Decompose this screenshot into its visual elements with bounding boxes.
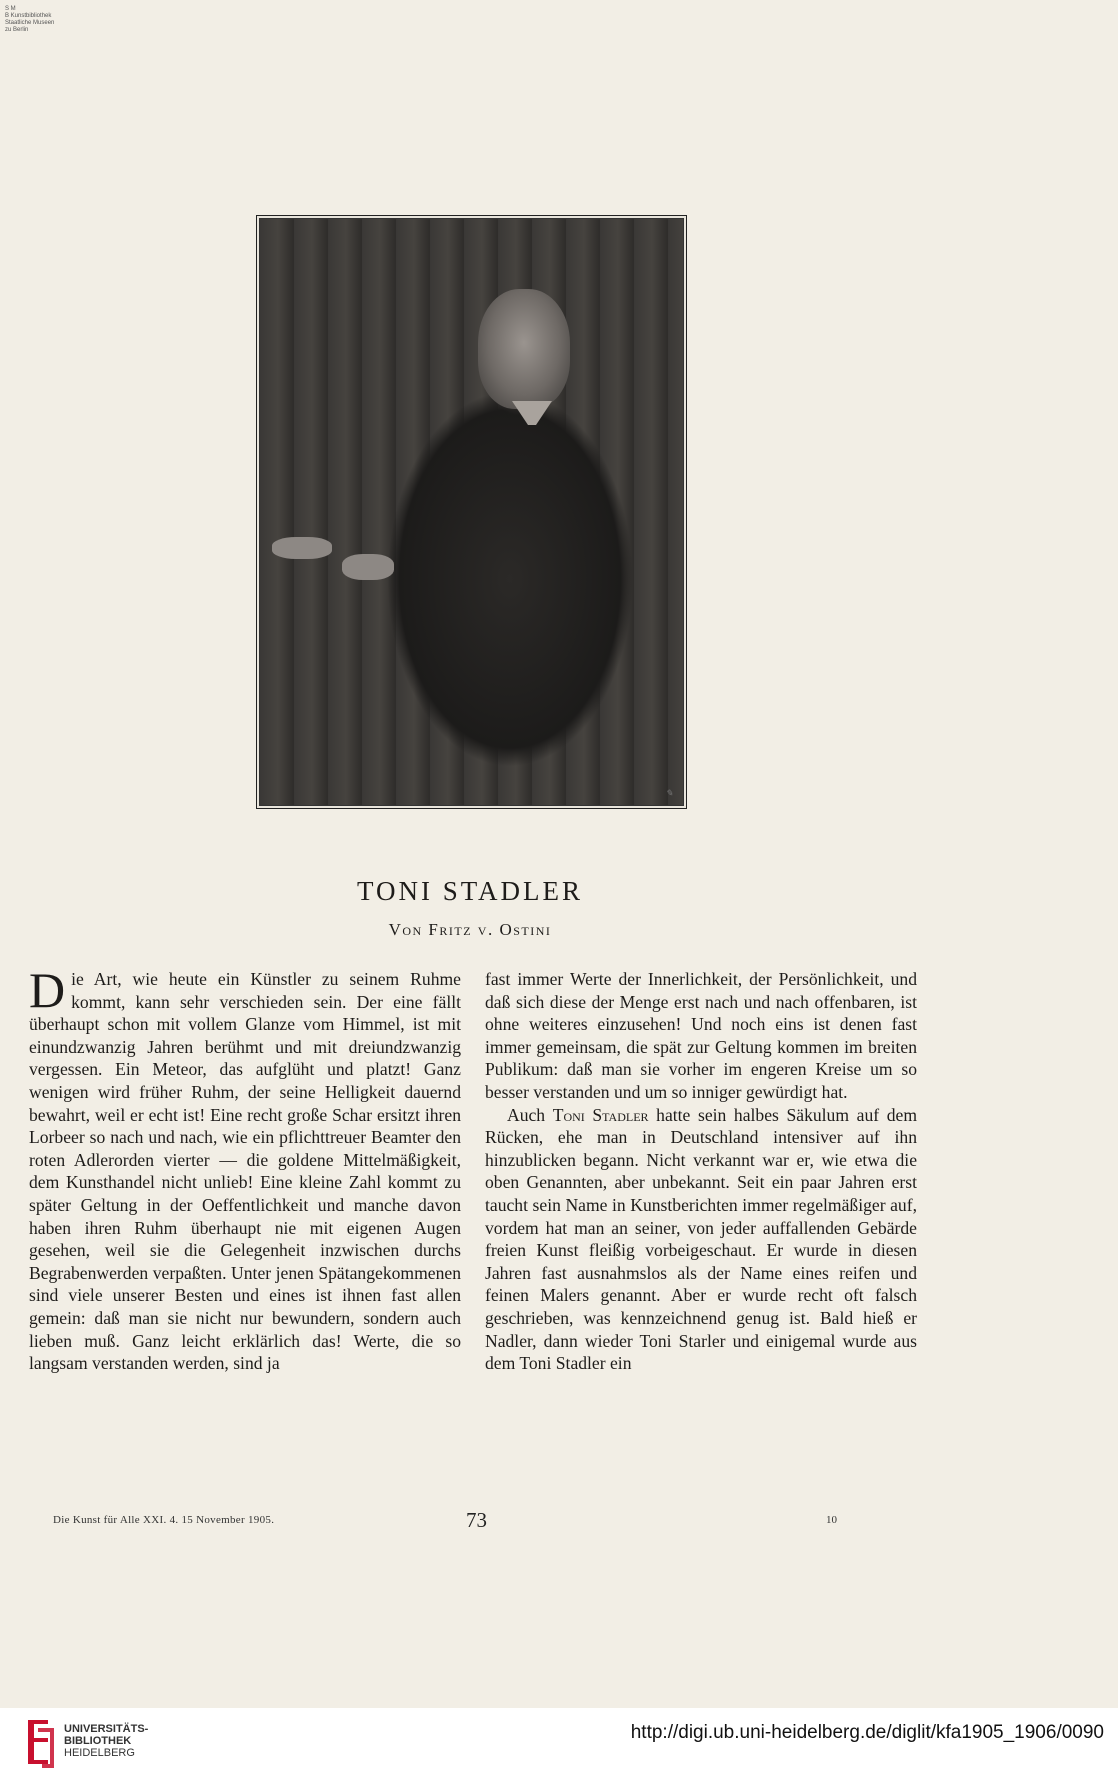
text-column-left xyxy=(29,962,461,1375)
stamp-line: B Kunstbibliothek xyxy=(5,13,52,19)
permalink-url[interactable]: http://digi.ub.uni-heidelberg.de/diglit/kfa1905_1906/0090 xyxy=(630,1722,1104,1743)
stamp-line: Staatliche Museen xyxy=(5,20,55,26)
article-title: TONI STADLER xyxy=(356,876,584,906)
paragraph xyxy=(485,1104,917,1375)
university-library-logo-icon xyxy=(22,1714,58,1774)
stamp-line: zu Berlin xyxy=(5,27,29,33)
artist-name: Toni Stadler xyxy=(552,1104,649,1125)
paragraph: fast immer Werte der Innerlichkeit, der Persönlichkeit, und daß sich diese der Menge erst nach und nach offenbaren, ist ohne weiteres einzusehen! Und noch eins ist denen fast immer gemeinsam, die spät zur Geltung kommen im breiten Publikum: daß man sie vorher im engeren Kreise um so besser verstanden und um so inniger gewürdigt hat. xyxy=(485,969,917,1102)
portrait-hand-right xyxy=(342,554,394,580)
page-number: 73 xyxy=(466,1508,487,1532)
portrait-hand-left xyxy=(272,537,332,559)
library-name-line: BIBLIOTHEK xyxy=(64,1735,132,1747)
text-column-right xyxy=(485,968,917,1375)
portrait-photo xyxy=(259,218,684,806)
stamp-line: S M xyxy=(5,6,16,12)
university-library-name xyxy=(64,1723,148,1759)
footer-journal: Die Kunst für Alle XXI. 4. 15 November 1905. xyxy=(53,1514,275,1526)
paragraph-text: Auch xyxy=(507,1104,553,1125)
portrait-collar xyxy=(512,401,552,425)
portrait-photo-frame xyxy=(256,215,687,809)
article-byline: Von Fritz v. Ostini xyxy=(388,920,552,939)
library-footer-bar xyxy=(0,1708,1118,1785)
paragraph xyxy=(29,962,461,1375)
library-stamp xyxy=(5,6,54,34)
paragraph-text: hatte sein halbes Säkulum auf dem Rücken, ehe man in Deutschland intensiver auf ihn hinzublicken begann. Nicht verkannt war er, wie etwa die oben Genannten, aber unbekannt. Seit ein paar Jahren erst taucht sein Name in Kunstberichten immer regelmäßiger auf, vordem hat man an seiner, von jeder auffallenden Gebärde freien Kunst fleißig vorbeigeschaut. Er wurde in diesen Jahren fast ausnahmslos als der Name eines reifen und feinen Malers genannt. Aber er wurde recht oft falsch geschrieben, was kennzeichnend genug ist. Bald hieß er Nadler, dann wieder Toni Starler und einigemal wurde aus dem Toni Stadler ein xyxy=(485,1104,917,1374)
drop-cap: D xyxy=(29,962,66,1018)
library-name-line: HEIDELBERG xyxy=(64,1747,135,1759)
paragraph-text: ie Art, wie heute ein Künstler zu seinem Ruhme kommt, kann sehr verschieden sein. Der eine fällt überhaupt schon mit vollem Glanze vom Himmel, ist mit einundzwanzig Jahren berühmt und mit dreiundzwanzig vergessen. Ein Meteor, das aufglüht und platzt! Ganz wenigen wird früher Ruhm, der seine Helligkeit dauernd bewahrt, weil er echt ist! Eine recht große Schar ersitzt ihren Lorbeer so nach und nach, wie ein pflichttreuer Beamter den roten Adlerorden vierter — die goldene Mittelmäßigkeit, dem Kunsthandel nicht unlieb! Eine kleine Zahl kommt zu später Geltung in der Oeffentlichkeit und manche davon haben ihren Ruhm überhaupt nie mit eigenen Augen gesehen, weil sie die Gelegenheit inzwischen durchs Begrabenwerden verpaßten. Unter jenen Spätangekommenen sind viele unserer Besten und eines ist ihnen fast allen gemein: daß man sie nicht nur bewundern, sondern auch lieben muß. Ganz leicht erklärlich das! Werte, die so langsam verstanden werden, sind ja xyxy=(29,969,461,1374)
signature-mark: 10 xyxy=(826,1514,837,1526)
library-name-line: UNIVERSITÄTS- xyxy=(64,1723,149,1735)
portrait-face xyxy=(478,289,570,409)
photographer-mark: ✎ xyxy=(665,788,673,798)
